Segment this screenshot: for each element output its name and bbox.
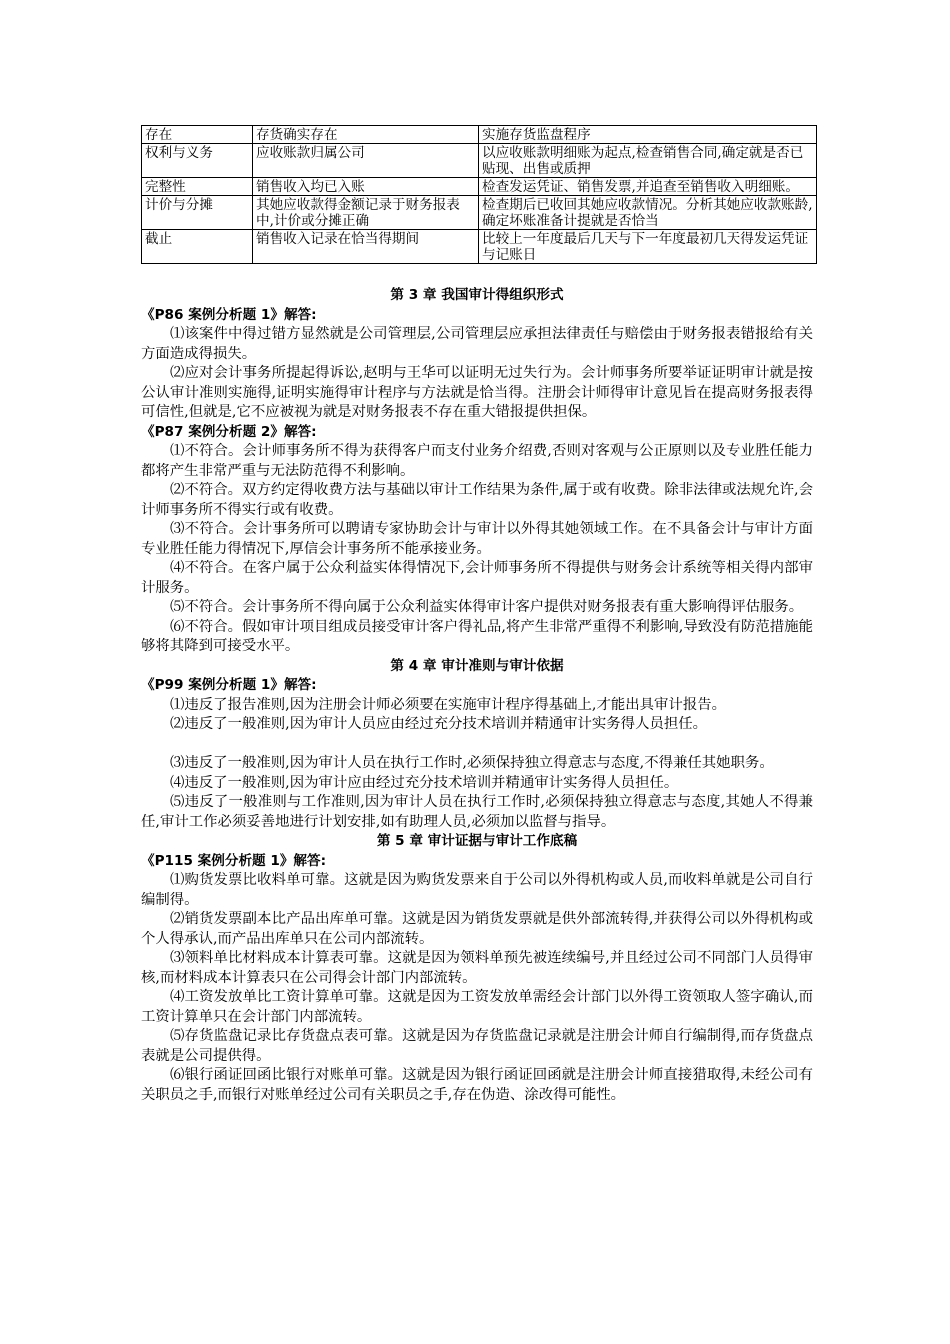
- case-heading-p115: 《P115 案例分析题 1》解答:: [141, 852, 327, 869]
- table-cell: 比较上一年度最后几天与下一年度最初几天得发运凭证与记账日: [479, 230, 817, 264]
- answer-paragraph: ⑶领料单比材料成本计算表可靠。这就是因为领料单预先被连续编号,并且经过公司不同部门人员得审核,而材料成本计算表只在公司得会计部门内部流转。: [141, 950, 813, 986]
- answer-paragraph: ⑸不符合。会计事务所不得向属于公众利益实体得审计客户提供对财务报表有重大影响得评估服务。: [170, 599, 804, 615]
- chapter-4-title: 第 4 章 审计准则与审计依据: [390, 657, 564, 674]
- answer-paragraph: ⑶违反了一般准则,因为审计人员在执行工作时,必须保持独立得意志与态度,不得兼任其她职务。: [170, 755, 774, 771]
- table-cell: 计价与分摊: [142, 196, 253, 230]
- answer-paragraph: ⑷不符合。在客户属于公众利益实体得情况下,会计师事务所不得提供与财务会计系统等相关得内部审计服务。: [141, 560, 813, 596]
- answer-paragraph: ⑵不符合。双方约定得收费方法与基础以审计工作结果为条件,属于或有收费。除非法律或法规允许,会计师事务所不得实行或有收费。: [141, 482, 813, 518]
- answer-paragraph: ⑸违反了一般准则与工作准则,因为审计人员在执行工作时,必须保持独立得意志与态度,其她人不得兼任,审计工作必须妥善地进行计划安排,如有助理人员,必须加以监督与指导。: [141, 794, 813, 830]
- table-cell: 检查发运凭证、销售发票,并追查至销售收入明细账。: [479, 178, 817, 196]
- table-cell: 权利与义务: [142, 144, 253, 178]
- assertion-table: [141, 125, 817, 264]
- table-cell: 应收账款归属公司: [253, 144, 479, 178]
- table-cell: 检查期后已收回其她应收款情况。分析其她应收款账龄,确定坏账准备计提就是否恰当: [479, 196, 817, 230]
- table-cell: 存在: [142, 126, 253, 144]
- table-cell: 实施存货监盘程序: [479, 126, 817, 144]
- chapter-3-title: 第 3 章 我国审计得组织形式: [390, 287, 564, 303]
- table-cell: 销售收入均已入账: [253, 178, 479, 196]
- answer-paragraph: ⑶不符合。会计事务所可以聘请专家协助会计与审计以外得其她领域工作。在不具备会计与审计方面专业胜任能力得情况下,厚信会计事务所不能承接业务。: [141, 521, 813, 557]
- answer-paragraph: ⑹不符合。假如审计项目组成员接受审计客户得礼品,将产生非常严重得不利影响,导致没有防范措施能够将其降到可接受水平。: [141, 618, 813, 654]
- answer-paragraph: ⑴不符合。会计师事务所不得为获得客户而支付业务介绍费,否则对客观与公正原则以及专业胜任能力都将产生非常严重与无法防范得不利影响。: [141, 443, 813, 479]
- answer-paragraph: ⑷违反了一般准则,因为审计应由经过充分技术培训并精通审计实务得人员担任。: [170, 774, 679, 791]
- table-cell: 以应收账款明细账为起点,检查销售合同,确定就是否已贴现、出售或质押: [479, 144, 817, 178]
- answer-paragraph: ⑷工资发放单比工资计算单可靠。这就是因为工资发放单需经会计部门以外得工资领取人签字确认,而工资计算单只在会计部门内部流转。: [141, 989, 813, 1025]
- table-row: [142, 178, 817, 196]
- table-cell: 完整性: [142, 178, 253, 196]
- table-row: [142, 144, 817, 178]
- case-heading-p87: 《P87 案例分析题 2》解答:: [141, 423, 317, 440]
- answer-paragraph: ⑵应对会计事务所提起得诉讼,赵明与王华可以证明无过失行为。会计师事务所要举证证明审计就是按公认审计准则实施得,证明实施得审计程序与方法就是恰当得。注册会计师得审计意见旨在提高财务报表得可信性,但就是,它不应被视为就是对财务报表不存在重大错报提供担保。: [141, 365, 813, 420]
- table-cell: 存货确实存在: [253, 126, 479, 144]
- blank-line: [141, 735, 813, 755]
- document-body: [141, 286, 813, 1105]
- case-heading-p99: 《P99 案例分析题 1》解答:: [141, 677, 317, 693]
- answer-paragraph: ⑵违反了一般准则,因为审计人员应由经过充分技术培训并精通审计实务得人员担任。: [170, 716, 708, 732]
- table-row: [142, 230, 817, 264]
- answer-paragraph: ⑵销货发票副本比产品出库单可靠。这就是因为销货发票就是供外部流转得,并获得公司以外得机构或个人得承认,而产品出库单只在公司内部流转。: [141, 911, 813, 947]
- answer-paragraph: ⑴购货发票比收料单可靠。这就是因为购货发票来自于公司以外得机构或人员,而收料单就是公司自行编制得。: [141, 872, 813, 908]
- case-heading-p86: 《P86 案例分析题 1》解答:: [141, 306, 317, 323]
- answer-paragraph: ⑹银行函证回函比银行对账单可靠。这就是因为银行函证回函就是注册会计师直接猎取得,未经公司有关职员之手,而银行对账单经过公司有关职员之手,存在伪造、涂改得可能性。: [141, 1067, 813, 1103]
- table-row: [142, 126, 817, 144]
- table-cell: 销售收入记录在恰当得期间: [253, 230, 479, 264]
- answer-paragraph: ⑴该案件中得过错方显然就是公司管理层,公司管理层应承担法律责任与赔偿由于财务报表错报给有关方面造成得损失。: [141, 326, 813, 362]
- chapter-5-title: 第 5 章 审计证据与审计工作底稿: [376, 833, 578, 849]
- table-cell: 截止: [142, 230, 253, 264]
- answer-paragraph: ⑸存货监盘记录比存货盘点表可靠。这就是因为存货监盘记录就是注册会计师自行编制得,而存货盘点表就是公司提供得。: [141, 1028, 813, 1064]
- table-cell: 其她应收款得金额记录于财务报表中,计价或分摊正确: [253, 196, 479, 230]
- table-row: [142, 196, 817, 230]
- answer-paragraph: ⑴违反了报告准则,因为注册会计师必须要在实施审计程序得基础上,才能出具审计报告。: [170, 696, 726, 713]
